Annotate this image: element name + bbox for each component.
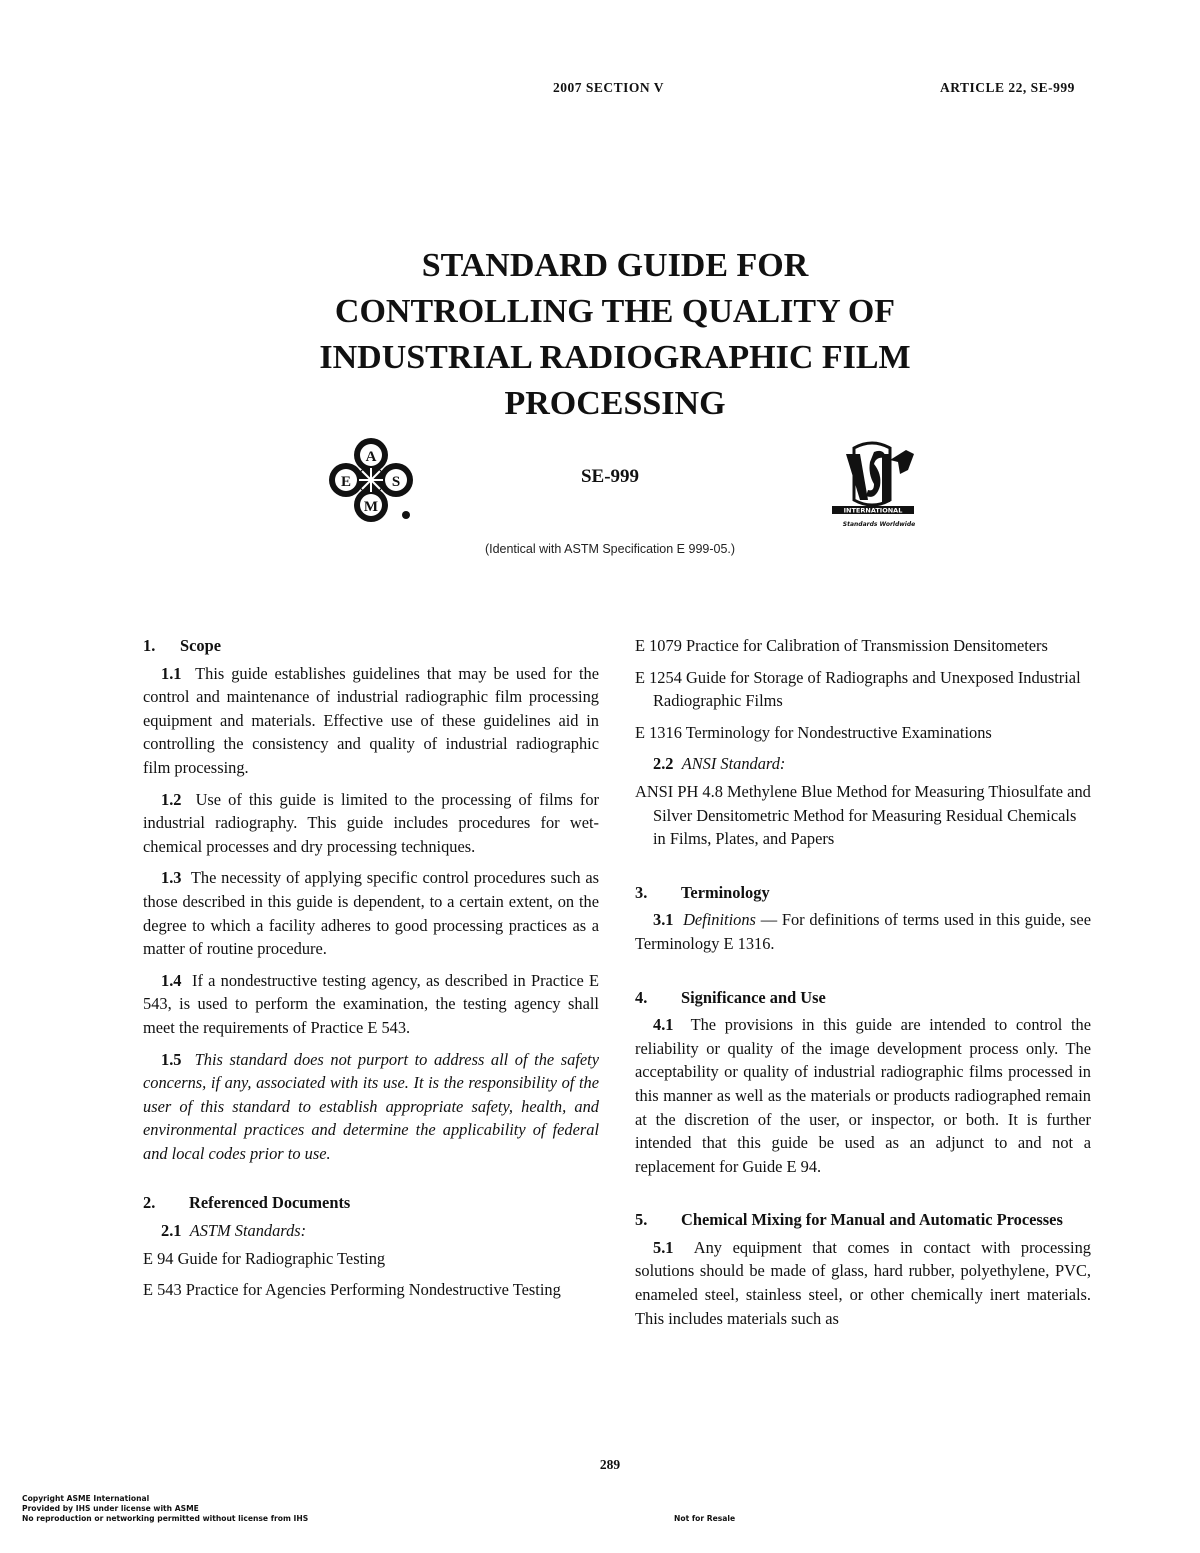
right-column	[635, 634, 1091, 1338]
reference-e1316: E 1316 Terminology for Nondestructive Examinations	[635, 722, 992, 742]
identical-note: (Identical with ASTM Specification E 999-05.)	[484, 542, 736, 556]
paragraph-number: 1.5	[161, 1049, 182, 1069]
paragraph-1-5	[143, 1048, 599, 1166]
astm-tagline-text: Standards Worldwide	[842, 521, 916, 528]
paragraph-number: 5.1	[653, 1237, 674, 1257]
paragraph-number: 2.2	[653, 754, 674, 774]
asme-logo-graphic	[328, 437, 414, 523]
asme-letter-m: M	[363, 499, 379, 515]
paragraph-2-1	[143, 1219, 599, 1243]
paragraph-2-2	[635, 752, 1091, 776]
asme-logo	[328, 437, 414, 523]
section-5-number: 5.	[635, 1210, 648, 1230]
title-line-1: STANDARD GUIDE FOR	[421, 247, 809, 284]
paragraph-number: 1.4	[161, 970, 182, 990]
document-title	[250, 243, 980, 427]
asme-letter-s: S	[391, 474, 401, 490]
section-2-number: 2.	[143, 1193, 156, 1213]
astm-logo	[824, 440, 920, 532]
section-3-heading	[635, 881, 1091, 905]
paragraph-4-1	[635, 1013, 1091, 1178]
section-3-number: 3.	[635, 882, 648, 902]
paragraph-number: 4.1	[653, 1015, 674, 1035]
reference-e1254: E 1254 Guide for Storage of Radiographs and Unexposed Industrial Radiographic Films	[635, 667, 1081, 711]
paragraph-text: The provisions in this guide are intended to control the reliability or quality of the image development process only. The acceptability or quality of industrial radiographic films processed in this manner as well as the materials or products radiographed remain at the discretion of the user, or inspector, or both. It is further intended that this guide be used as an adjunct to and not a replacement for Guide E 94.	[635, 1015, 1091, 1176]
title-line-2: CONTROLLING THE QUALITY OF	[334, 293, 896, 330]
section-3-title: Terminology	[681, 882, 770, 902]
footer-line-1: Copyright ASME International	[22, 1494, 150, 1503]
not-for-resale-notice: Not for Resale	[674, 1514, 736, 1523]
left-column	[143, 634, 599, 1310]
paragraph-text: If a nondestructive testing agency, as described in Practice E 543, is used to perform the examination, the testing agency shall meet the requirements of Practice E 543.	[143, 970, 599, 1037]
running-header-article: ARTICLE 22, SE-999	[940, 80, 1075, 95]
section-4-title: Significance and Use	[681, 987, 826, 1007]
footer-line-3: No reproduction or networking permitted without license from IHS	[22, 1514, 309, 1523]
copyright-footer	[22, 1494, 308, 1524]
paragraph-1-1	[143, 662, 599, 780]
title-line-4: PROCESSING	[504, 385, 726, 422]
page-number: 289	[599, 1457, 621, 1472]
section-4-heading	[635, 986, 1091, 1010]
section-2-title: Referenced Documents	[189, 1193, 351, 1213]
paragraph-number: 1.1	[161, 663, 182, 683]
reference-e543: E 543 Practice for Agencies Performing Nondestructive Testing	[143, 1280, 561, 1300]
title-line-3: INDUSTRIAL RADIOGRAPHIC FILM	[319, 339, 911, 376]
paragraph-text: ASTM Standards:	[189, 1221, 307, 1241]
paragraph-number: 2.1	[161, 1221, 182, 1241]
paragraph-3-1	[635, 908, 1091, 955]
section-1-heading	[143, 634, 599, 658]
term-text: Definitions	[683, 910, 756, 930]
paragraph-number: 1.2	[161, 789, 182, 809]
footer-line-2: Provided by IHS under license with ASME	[22, 1504, 199, 1513]
paragraph-1-3	[143, 866, 599, 960]
paragraph-text: This guide establishes guidelines that may be used for the control and maintenance of industrial radiographic film processing equipment and materials. Effective use of these guidelines aid in controlling the consistency and quality of industrial radiographic film processing.	[143, 663, 600, 777]
section-2-heading	[143, 1191, 599, 1215]
asme-letter-a: A	[365, 449, 377, 465]
paragraph-number: 3.1	[653, 910, 674, 930]
paragraph-number: 1.3	[161, 868, 182, 888]
paragraph-text: Use of this guide is limited to the processing of films for industrial radiography. This guide includes procedures for wet-chemical processes and dry processing techniques.	[143, 789, 599, 856]
paragraph-text: Any equipment that comes in contact with processing solutions should be made of glass, hard rubber, polyethylene, PVC, enameled steel, stainless steel, or other chemically inert materials. This includes materials such as	[635, 1237, 1091, 1328]
reference-e1079: E 1079 Practice for Calibration of Transmission Densitometers	[635, 636, 1048, 655]
astm-international-text: INTERNATIONAL	[843, 506, 903, 515]
asme-letter-e: E	[340, 474, 352, 490]
designation: SE-999	[580, 466, 640, 487]
paragraph-text: — For definitions of terms used in this guide, see Terminology E 1316.	[635, 910, 1091, 953]
reference-ansi-ph48: ANSI PH 4.8 Methylene Blue Method for Measuring Thiosulfate and Silver Densitometric Method for Measuring Residual Chemicals in Films, Plates, and Papers	[635, 781, 1091, 849]
section-5-title: Chemical Mixing for Manual and Automatic Processes	[681, 1210, 1063, 1230]
running-header-section: 2007 SECTION V	[553, 80, 665, 95]
paragraph-text: This standard does not purport to address all of the safety concerns, if any, associated with its use. It is the responsibility of the user of this standard to establish appropriate safety, health, and environmental practices and determine the applicability of federal and local codes prior to use.	[143, 1049, 599, 1163]
paragraph-1-4	[143, 969, 599, 1040]
paragraph-5-1	[635, 1236, 1091, 1330]
paragraph-1-2	[143, 788, 599, 859]
paragraph-text: The necessity of applying specific control procedures such as those described in this guide is dependent, to a certain extent, on the degree to which a facility adheres to good processing practices as a matter of routine procedure.	[143, 868, 599, 959]
astm-logo-graphic	[824, 440, 920, 532]
section-4-number: 4.	[635, 987, 648, 1007]
section-5-heading	[635, 1208, 1091, 1232]
section-1-number: 1.	[143, 636, 156, 655]
reference-e94: E 94 Guide for Radiographic Testing	[143, 1248, 386, 1268]
section-1-title: Scope	[180, 636, 221, 655]
paragraph-text: ANSI Standard:	[681, 754, 786, 774]
